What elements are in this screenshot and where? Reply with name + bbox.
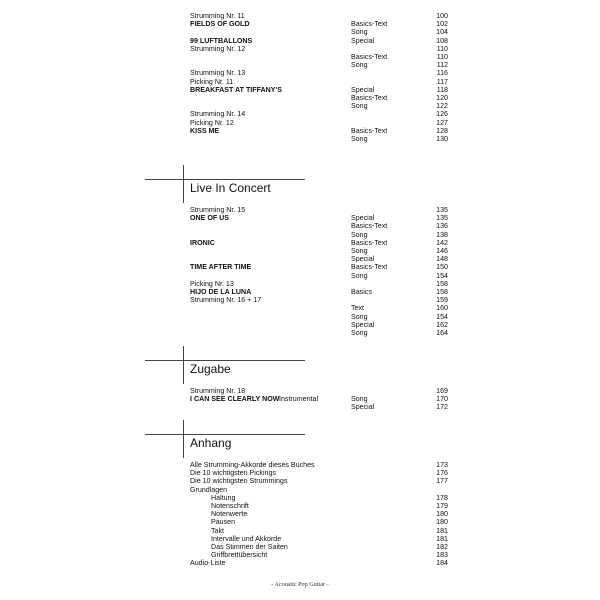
toc-entry-label: Das Stimmen der Saiten bbox=[211, 543, 288, 551]
toc-entry-row bbox=[0, 486, 600, 494]
toc-entry-row bbox=[0, 543, 600, 551]
toc-entry-page-number: 110 bbox=[436, 44, 448, 53]
toc-entry-page-number: 164 bbox=[436, 329, 448, 337]
toc-entry-label: HIJO DE LA LUNA bbox=[190, 288, 252, 296]
toc-entry-page-number: 112 bbox=[436, 61, 448, 70]
toc-entry-page-number: 154 bbox=[436, 312, 448, 321]
toc-entry-type: Special bbox=[351, 85, 375, 94]
section-rule-vertical bbox=[183, 420, 184, 458]
toc-entry-page-number: 173 bbox=[436, 461, 448, 469]
toc-entry-row bbox=[0, 551, 600, 559]
toc-entry-page-number: 177 bbox=[436, 477, 448, 486]
toc-entry-page-number: 127 bbox=[436, 118, 448, 127]
toc-entry-page-number: 120 bbox=[436, 94, 448, 102]
toc-entry-page-number: 138 bbox=[436, 230, 448, 239]
toc-entry-row bbox=[0, 329, 600, 337]
toc-entry-row bbox=[0, 461, 600, 469]
toc-entry-page-number: 122 bbox=[436, 102, 448, 111]
toc-entry-label: 99 LUFTBALLONS bbox=[190, 36, 253, 45]
toc-entry-row bbox=[0, 45, 600, 53]
toc-entry-label: Strumming Nr. 15 bbox=[190, 206, 246, 214]
toc-entry-row bbox=[0, 527, 600, 535]
toc-entry-page-number: 162 bbox=[436, 320, 448, 329]
toc-entry-page-number: 108 bbox=[436, 36, 448, 45]
toc-entry-type: Basics bbox=[351, 288, 372, 296]
toc-entry-row bbox=[0, 214, 600, 222]
toc-entry-row bbox=[0, 255, 600, 263]
toc-entry-type: Basics-Text bbox=[351, 94, 388, 102]
toc-entry-row bbox=[0, 502, 600, 510]
toc-entry-row bbox=[0, 37, 600, 45]
section-rule-vertical bbox=[183, 346, 184, 384]
toc-entry-label: Takt bbox=[211, 526, 225, 535]
toc-entry-row bbox=[0, 135, 600, 143]
toc-entry-row bbox=[0, 296, 600, 304]
toc-entry-row bbox=[0, 313, 600, 321]
toc-entry-row bbox=[0, 494, 600, 502]
toc-entry-page-number: 180 bbox=[436, 510, 448, 519]
toc-entry-type: Basics-Text bbox=[351, 238, 388, 247]
toc-entry-type: Basics-Text bbox=[351, 20, 388, 29]
toc-entry-page-number: 135 bbox=[436, 206, 448, 214]
toc-entry-page-number: 158 bbox=[436, 288, 448, 296]
toc-entry-type: Song bbox=[351, 61, 368, 70]
toc-entry-label: Strumming Nr. 14 bbox=[190, 110, 246, 119]
toc-entry-page-number: 102 bbox=[436, 20, 448, 29]
section-title-live-in-concert: Live In Concert bbox=[190, 181, 271, 195]
page-footer: - Acoustic Pop Guitar - bbox=[271, 581, 329, 588]
toc-entry-row bbox=[0, 518, 600, 526]
toc-entry-page-number: 181 bbox=[436, 534, 448, 543]
toc-entry-label: BREAKFAST AT TIFFANY'S bbox=[190, 85, 282, 94]
toc-entry-page-number: 181 bbox=[436, 526, 448, 535]
toc-entry-row bbox=[0, 20, 600, 28]
toc-entry-label: TIME AFTER TIME bbox=[190, 263, 252, 272]
toc-entry-label: Audio-Liste bbox=[190, 559, 226, 568]
toc-entry-type: Song bbox=[351, 247, 368, 255]
section-rule-horizontal bbox=[145, 434, 305, 435]
toc-entry-row bbox=[0, 559, 600, 567]
toc-entry-type: Song bbox=[351, 312, 368, 321]
toc-entry-type: Song bbox=[351, 230, 368, 239]
toc-entry-label: Picking Nr. 11 bbox=[190, 77, 234, 86]
toc-entry-page-number: 178 bbox=[436, 493, 448, 502]
toc-entry-label-suffix: Instrumental bbox=[279, 395, 319, 404]
toc-entry-page-number: 104 bbox=[436, 28, 448, 37]
toc-entry-type: Special bbox=[351, 36, 375, 45]
toc-entry-row bbox=[0, 94, 600, 102]
toc-entry-page-number: 128 bbox=[436, 126, 448, 135]
toc-entry-label: Griffbrettübersicht bbox=[211, 551, 268, 560]
toc-entry-label: Strumming Nr. 11 bbox=[190, 12, 245, 20]
toc-entry-type: Special bbox=[351, 320, 375, 329]
toc-entry-page-number: 100 bbox=[436, 12, 448, 20]
toc-entry-row bbox=[0, 86, 600, 94]
toc-entry-type: Basics-Text bbox=[351, 126, 388, 135]
toc-entry-row bbox=[0, 510, 600, 518]
toc-entry-page-number: 142 bbox=[436, 238, 448, 247]
toc-entry-page-number: 182 bbox=[436, 543, 448, 551]
toc-entry-row bbox=[0, 110, 600, 118]
toc-entry-label: Die 10 wichtigsten Strummings bbox=[190, 477, 288, 486]
toc-entry-page-number: 179 bbox=[436, 502, 448, 510]
toc-entry-type: Special bbox=[351, 214, 375, 223]
toc-entry-row bbox=[0, 321, 600, 329]
toc-entry-row bbox=[0, 12, 600, 20]
section-title-anhang: Anhang bbox=[190, 436, 232, 450]
toc-entry-label: Notenwerte bbox=[211, 510, 248, 519]
toc-entry-label: I CAN SEE CLEARLY NOW bbox=[190, 395, 280, 404]
section-rule-horizontal bbox=[145, 360, 305, 361]
toc-entry-label: Strumming Nr. 13 bbox=[190, 69, 246, 78]
toc-entry-row bbox=[0, 304, 600, 312]
toc-entry-row bbox=[0, 119, 600, 127]
section-title-zugabe: Zugabe bbox=[190, 362, 231, 376]
toc-entry-type: Song bbox=[351, 135, 368, 143]
toc-entry-row bbox=[0, 78, 600, 86]
toc-entry-page-number: 146 bbox=[436, 247, 448, 255]
toc-entry-label: ONE OF US bbox=[190, 214, 230, 223]
toc-entry-type: Basics-Text bbox=[351, 263, 388, 272]
toc-entry-label: Picking Nr. 12 bbox=[190, 118, 234, 127]
toc-entry-page-number: 126 bbox=[436, 110, 448, 119]
toc-entry-page-number: 170 bbox=[436, 395, 448, 404]
toc-entry-page-number: 110 bbox=[436, 53, 448, 61]
toc-entry-page-number: 158 bbox=[436, 279, 448, 288]
toc-entry-page-number: 148 bbox=[436, 255, 448, 264]
toc-entry-label: KISS ME bbox=[190, 126, 220, 135]
toc-entry-page-number: 136 bbox=[436, 222, 448, 231]
toc-entry-label: Picking Nr. 13 bbox=[190, 279, 234, 288]
toc-entry-page-number: 184 bbox=[436, 559, 448, 568]
toc-entry-page-number: 180 bbox=[436, 518, 448, 527]
toc-entry-page-number: 118 bbox=[436, 85, 448, 94]
toc-entry-row bbox=[0, 469, 600, 477]
toc-entry-label: Grundlagen bbox=[190, 485, 228, 494]
toc-entry-label: Haltung bbox=[211, 493, 236, 502]
toc-entry-row bbox=[0, 127, 600, 135]
toc-entry-label: Strumming Nr. 16 + 17 bbox=[190, 296, 262, 305]
toc-entry-label: FIELDS OF GOLD bbox=[190, 20, 250, 29]
toc-entry-row bbox=[0, 206, 600, 214]
toc-entry-page-number: 117 bbox=[436, 77, 448, 86]
toc-entry-row bbox=[0, 61, 600, 69]
toc-entry-row bbox=[0, 403, 600, 411]
toc-entry-row bbox=[0, 102, 600, 110]
toc-entry-row bbox=[0, 280, 600, 288]
toc-entry-row bbox=[0, 247, 600, 255]
section-rule-horizontal bbox=[145, 179, 305, 180]
toc-entry-type: Basics-Text bbox=[351, 222, 388, 231]
section-rule-vertical bbox=[183, 165, 184, 203]
toc-entry-label: Alle Strumming-Akkorde dieses Buches bbox=[190, 461, 315, 469]
toc-entry-label: Strumming Nr. 12 bbox=[190, 44, 246, 53]
toc-entry-type: Special bbox=[351, 403, 375, 412]
toc-entry-type: Song bbox=[351, 395, 368, 404]
toc-entry-type: Basics-Text bbox=[351, 53, 388, 61]
toc-entry-row bbox=[0, 239, 600, 247]
toc-entry-label: Intervalle und Akkorde bbox=[211, 534, 282, 543]
toc-entry-label: Pausen bbox=[211, 518, 236, 527]
toc-entry-label: Die 10 wichtigsten Pickings bbox=[190, 469, 276, 478]
toc-entry-page-number: 116 bbox=[436, 69, 448, 78]
toc-entry-row bbox=[0, 222, 600, 230]
toc-entry-page-number: 154 bbox=[436, 271, 448, 280]
toc-entry-page-number: 150 bbox=[436, 263, 448, 272]
toc-entry-row bbox=[0, 387, 600, 395]
toc-entry-row bbox=[0, 53, 600, 61]
toc-entry-page-number: 183 bbox=[436, 551, 448, 560]
toc-entry-label: IRONIC bbox=[190, 238, 215, 247]
toc-entry-type: Special bbox=[351, 255, 375, 264]
toc-entry-row bbox=[0, 288, 600, 296]
toc-entry-type: Song bbox=[351, 329, 368, 337]
toc-entry-row bbox=[0, 272, 600, 280]
toc-entry-row bbox=[0, 477, 600, 485]
toc-entry-page-number: 172 bbox=[436, 403, 448, 412]
toc-entry-row bbox=[0, 231, 600, 239]
toc-entry-row bbox=[0, 28, 600, 36]
toc-entry-page-number: 135 bbox=[436, 214, 448, 223]
toc-entry-page-number: 159 bbox=[436, 296, 448, 305]
toc-entry-page-number: 169 bbox=[436, 387, 448, 395]
toc-entry-row bbox=[0, 263, 600, 271]
toc-entry-type: Song bbox=[351, 271, 368, 280]
toc-entry-type: Song bbox=[351, 28, 368, 37]
toc-entry-row bbox=[0, 395, 600, 403]
toc-entry-page-number: 130 bbox=[436, 135, 448, 143]
toc-entry-row bbox=[0, 535, 600, 543]
toc-entry-row bbox=[0, 69, 600, 77]
toc-entry-type: Song bbox=[351, 102, 368, 111]
toc-entry-label: Strumming Nr. 18 bbox=[190, 387, 246, 395]
toc-entry-type: Text bbox=[351, 304, 365, 313]
toc-entry-page-number: 176 bbox=[436, 469, 448, 478]
toc-entry-label: Notenschrift bbox=[211, 502, 249, 510]
toc-entry-page-number: 160 bbox=[436, 304, 448, 313]
